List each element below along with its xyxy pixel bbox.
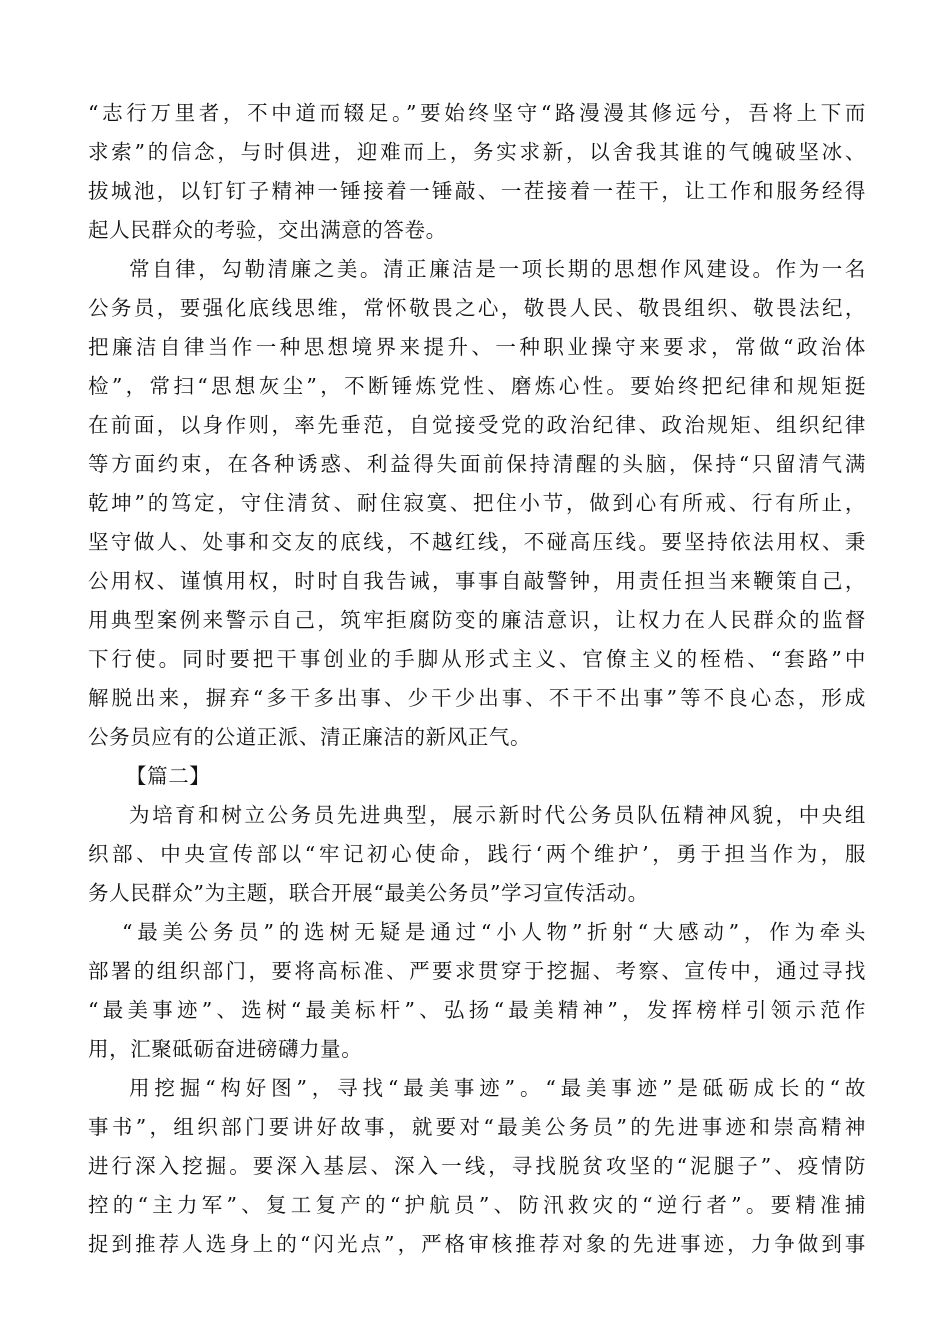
text-line: 事书”，组织部门要讲好故事，就要对“最美公务员”的先进事迹和崇高精神 (88, 1115, 866, 1139)
paragraph-first-line: “最美公务员”的选树无疑是通过“小人物”折射“大感动”，作为牵头 (122, 920, 866, 944)
text-line: 公用权、谨慎用权，时时自我告诫，事事自敲警钟，用责任担当来鞭策自己， (88, 569, 866, 593)
text-line: 用典型案例来警示自己，筑牢拒腐防变的廉洁意识，让权力在人民群众的监督 (88, 608, 866, 632)
paragraph-first-line: 为培育和树立公务员先进典型，展示新时代公务员队伍精神风貌，中央组 (129, 803, 866, 827)
paragraph-first-line: 用挖掘“构好图”，寻找“最美事迹”。“最美事迹”是砥砺成长的“故 (129, 1076, 866, 1100)
text-line: 拔城池，以钉钉子精神一锤接着一锤敲、一茬接着一茬干，让工作和服务经得 (88, 179, 866, 203)
text-line: 捉到推荐人选身上的“闪光点”，严格审核推荐对象的先进事迹，力争做到事 (88, 1232, 866, 1256)
text-line: “最美事迹”、选树“最美标杆”、弘扬“最美精神”，发挥榜样引领示范作 (88, 998, 866, 1022)
text-line: 控的“主力军”、复工复产的“护航员”、防汛救灾的“逆行者”。要精准捕 (88, 1193, 866, 1217)
text-line: “志行万里者，不中道而辍足。”要始终坚守“路漫漫其修远兮，吾将上下而 (88, 101, 866, 125)
text-line: 把廉洁自律当作一种思想境界来提升、一种职业操守来要求，常做“政治体 (88, 335, 866, 359)
text-line: 公务员，要强化底线思维，常怀敬畏之心，敬畏人民、敬畏组织、敬畏法纪， (88, 296, 866, 320)
text-line: 进行深入挖掘。要深入基层、深入一线，寻找脱贫攻坚的“泥腿子”、疫情防 (88, 1154, 866, 1178)
text-line: 公务员应有的公道正派、清正廉洁的新风正气。 (88, 725, 532, 749)
text-line: 乾坤”的笃定，守住清贫、耐住寂寞、把住小节，做到心有所戒、行有所止， (88, 491, 866, 515)
text-line: 坚守做人、处事和交友的底线，不越红线，不碰高压线。要坚持依法用权、秉 (88, 530, 866, 554)
text-line: 解脱出来，摒弃“多干多出事、少干少出事、不干不出事”等不良心态，形成 (88, 686, 866, 710)
text-line: 求索”的信念，与时俱进，迎难而上，务实求新，以舍我其谁的气魄破坚冰、 (88, 140, 866, 164)
text-line: 起人民群众的考验，交出满意的答卷。 (88, 218, 447, 242)
text-line: 等方面约束，在各种诱惑、利益得失面前保持清醒的头脑，保持“只留清气满 (88, 452, 866, 476)
document-body (88, 94, 866, 1264)
section-heading: 【篇二】 (126, 764, 211, 788)
text-line: 在前面，以身作则，率先垂范，自觉接受党的政治纪律、政治规矩、组织纪律 (88, 413, 866, 437)
text-line: 部署的组织部门，要将高标准、严要求贯穿于挖掘、考察、宣传中，通过寻找 (88, 959, 866, 983)
text-line: 织部、中央宣传部以“牢记初心使命，践行‘两个维护’，勇于担当作为，服 (88, 842, 866, 866)
text-line: 下行使。同时要把干事创业的手脚从形式主义、官僚主义的桎梏、“套路”中 (88, 647, 866, 671)
text-line: 务人民群众”为主题，联合开展“最美公务员”学习宣传活动。 (88, 881, 649, 905)
text-line: 用，汇聚砥砺奋进磅礴力量。 (88, 1037, 363, 1061)
paragraph-first-line: 常自律，勾勒清廉之美。清正廉洁是一项长期的思想作风建设。作为一名 (129, 257, 866, 281)
text-line: 检”，常扫“思想灰尘”，不断锤炼党性、磨炼心性。要始终把纪律和规矩挺 (88, 374, 866, 398)
